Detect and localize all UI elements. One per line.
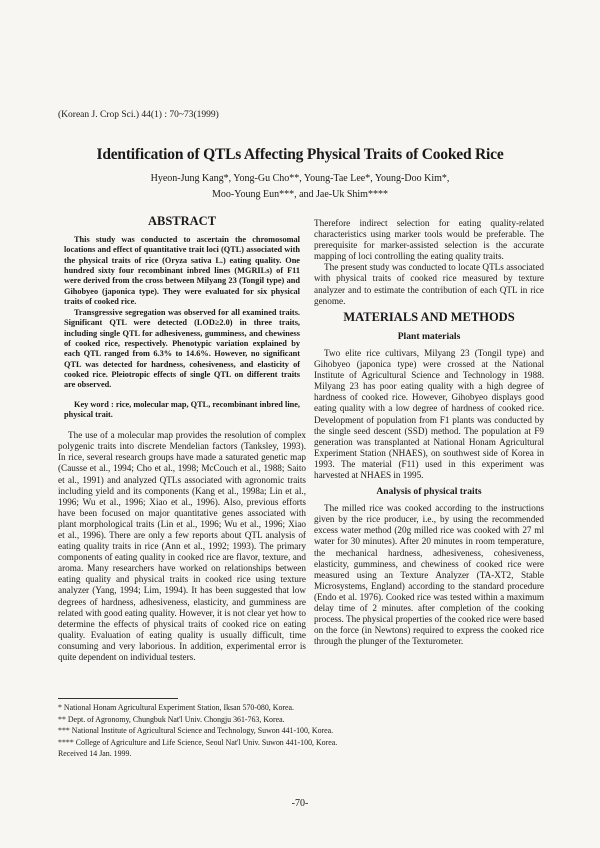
footnote-4: **** College of Agriculture and Life Science, Seoul Nat'l Univ. Suwon 441-100, Korea.: [58, 737, 338, 747]
intro-paragraph-3: The present study was conducted to locate QTLs associated with physical traits of cooked rice measured by texture analyzer and to estimate the contribution of each QTL in rice genome.: [314, 262, 544, 306]
abstract-paragraph-2: Transgressive segregation was observed for all examined traits. Significant QTL were detected (LOD≥2.0) in three traits, including single QTL for adhesiveness, gumminess, and chewiness of cooked rice, respectively. Phenotypic variation explained by each QTL ranged from 6.3% to 14.6%. However, no significant QTL was detected for hardness, cohesiveness, and elasticity of cooked rice. Pleiotropic effects of single QTL on different traits are observed.: [64, 308, 300, 390]
left-column: [58, 212, 306, 663]
footnote-3: *** National Institute of Agricultural Science and Technology, Suwon 441-100, Korea.: [58, 726, 334, 736]
abstract-body: [58, 235, 306, 390]
right-column: [314, 218, 544, 647]
abstract-heading: ABSTRACT: [147, 214, 217, 228]
keywords: Key word : rice, molecular map, QTL, recombinant inbred line, physical trait.: [64, 399, 300, 419]
plant-materials-heading: Plant materials: [397, 330, 461, 342]
authors-line-1: Hyeon-Jung Kang*, Yong-Gu Cho**, Young-Tae Lee*, Young-Doo Kim*,: [150, 173, 450, 184]
footnote-2: ** Dept. of Agronomy, Chungbuk Nat'l Univ. Chongju 361-763, Korea.: [58, 714, 285, 724]
analysis-heading: Analysis of physical traits: [376, 486, 482, 498]
intro-paragraph-2: Therefore indirect selection for eating quality-related characteristics using marker tools would be preferable. The prerequisite for marker-assisted selection is the accurate mapping of loci controlling the eating quality traits.: [314, 218, 544, 262]
authors-line-2: Moo-Young Eun***, and Jae-Uk Shim****: [212, 189, 388, 200]
page-number: -70-: [291, 798, 309, 809]
footnotes: [58, 702, 548, 760]
received-date: Received 14 Jan. 1999.: [58, 749, 132, 759]
intro-paragraph-1: The use of a molecular map provides the resolution of complex polygenic traits into discrete Mendelian factors (Tanksley, 1993). In rice, several research groups have made a saturated genetic map (Causse et al., 1994; Cho et al., 1998; McCouch et al., 1988; Saito et al., 1991) and analyzed QTLs associated with agronomic traits including yield and its components (Kang et al., 1998a; Lin et al., 1996; Wu et al., 1996; Xiao et al., 1996). Also, previous efforts have been focused on major quantitative genes associated with plant morphological traits (Lin et al., 1996; Wu et al., 1996; Xiao et al., 1996). There are only a few reports about QTL analysis of eating quality traits in rice (Ann et al., 1992; 1993). The primary components of eating quality in cooked rice are flavor, texture, and aroma. Many researchers have worked on relationships between eating quality and physical traits in cooked rice using texture analyzer (Yang, 1994; Lim, 1994). It has been suggested that low degrees of hardness, adhesiveness, elasticity, and gumminess are related with good eating quality. However, it is not clear yet how to determine the effects of physical traits of cooked rice on eating quality. Evaluation of eating quality is usually difficult, time consuming and very laborious. In addition, experimental error is quite dependent on individual testers.: [58, 430, 306, 663]
analysis-paragraph: The milled rice was cooked according to the instructions given by the rice producer, i.e., by using the recommended excess water method (20g milled rice was cooked with 27 ml water for 30 minutes). After 20 minutes in room temperature, the mechanical hardness, adhesiveness, cohesiveness, elasticity, gumminess, and chewiness of cooked rice were measured using an Texture Analyzer (TA-XT2, Stable Microsystems, England) according to the standard procedure (Endo et al. 1976). Cooked rice was tested within a maximum delay time of 2 minutes. after completion of the cooking process. The physical properties of the cooked rice were based on the force (in Newtons) required to express the cooked rice through the plunger of the Texturometer.: [314, 503, 544, 647]
footnote-divider: [58, 698, 178, 699]
journal-reference: (Korean J. Crop Sci.) 44(1) : 70~73(1999): [58, 110, 219, 120]
abstract-paragraph-1: This study was conducted to ascertain the chromosomal locations and effect of quantitative trait loci (QTL) associated with the physical traits of rice (Oryza sativa L.) eating quality. One hundred sixty four recombinant inbred lines (MGRILs) of F11 were derived from the cross between Milyang 23 (Tongil type) and Gihobyeo (japonica type). They were evaluated for six physical traits of cooked rice.: [64, 235, 300, 306]
paper-title: Identification of QTLs Affecting Physical Traits of Cooked Rice: [96, 146, 504, 163]
footnote-1: * National Honam Agricultural Experiment Station, Iksan 570-080, Korea.: [58, 703, 295, 712]
plant-materials-paragraph: Two elite rice cultivars, Milyang 23 (Tongil type) and Gihobyeo (japonica type) were crossed at the National Institute of Agricultural Science and Technology in 1988. Milyang 23 has poor eating quality with a high degree of hardness of cooked rice. However, Gihobyeo displays good eating quality with a low degree of hardness of cooked rice. Development of population from F1 plants was conducted by the single seed descent (SSD) method. The population at F9 generation was transplanted at National Honam Agricultural Experiment Station (NHAES), on southwest side of Korea in 1993. The material (F11) used in this experiment was harvested at NHAES in 1995.: [314, 347, 544, 480]
methods-heading: MATERIALS AND METHODS: [343, 309, 515, 324]
